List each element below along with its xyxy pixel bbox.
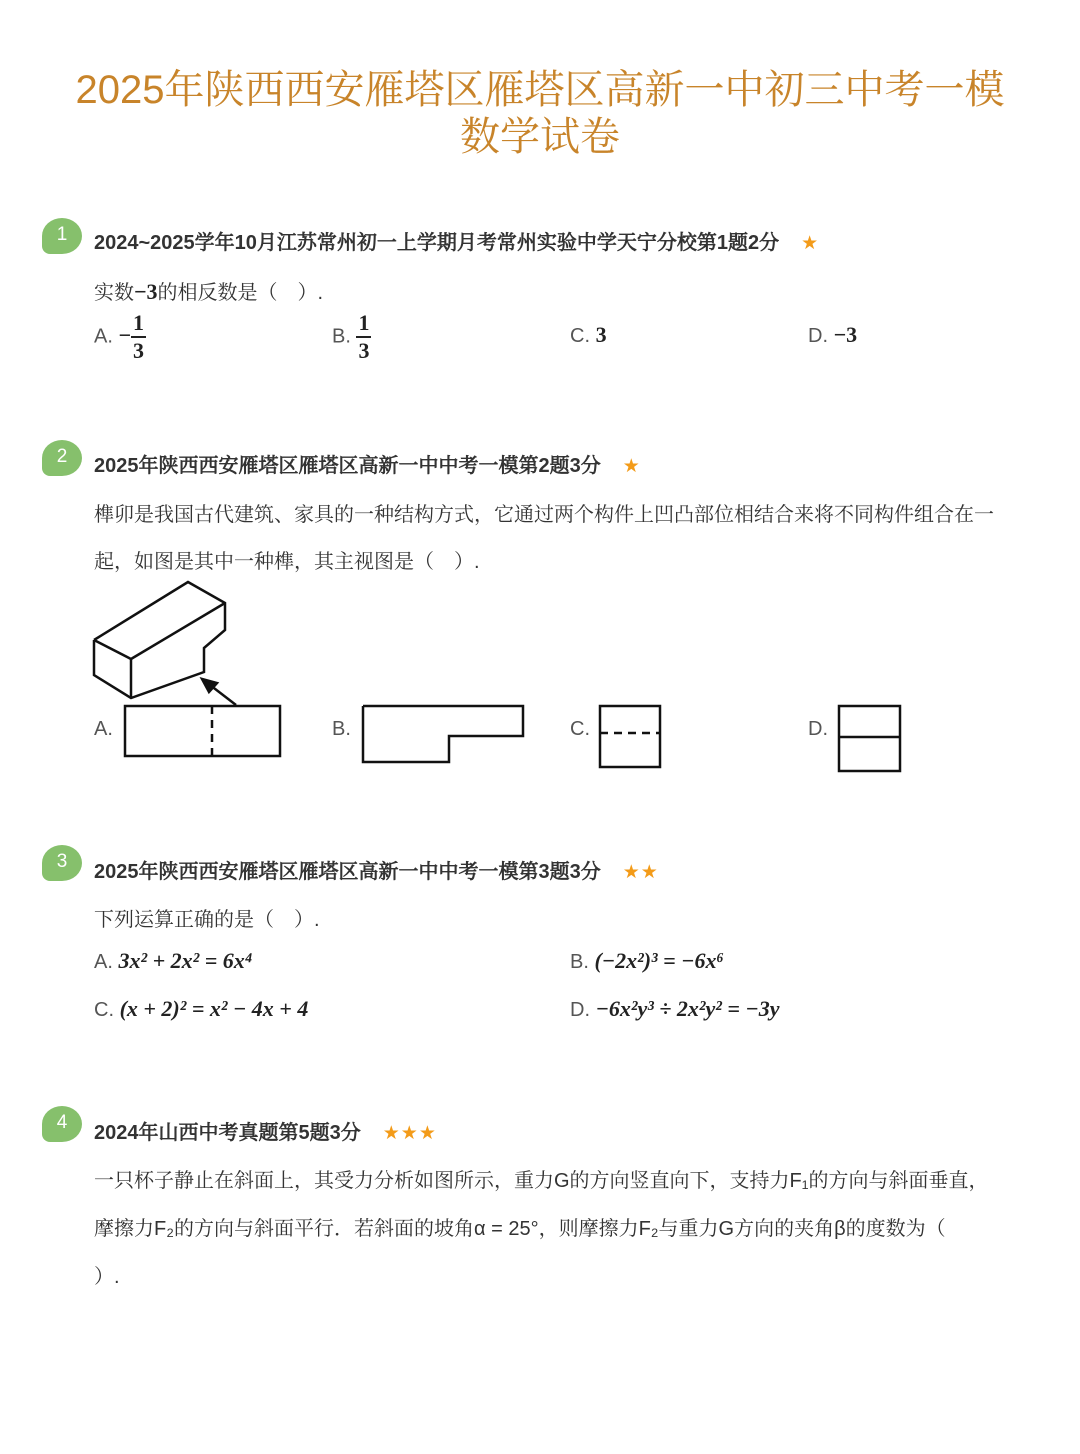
minus-sign: − xyxy=(118,322,132,348)
question-stem-line: 起，如图是其中一种榫，其主视图是（ ）. xyxy=(94,551,480,573)
question-source xyxy=(94,855,659,884)
question-stem-line: ）. xyxy=(94,1266,120,1288)
numerator: 1 xyxy=(356,310,371,338)
option-label: C. xyxy=(94,999,114,1021)
option-b-figure xyxy=(363,706,523,762)
question-stem-line: 榫卯是我国古代建筑、家具的一种结构方式，它通过两个构件上凹凸部位相结合来将不同构件组合在一 xyxy=(94,504,994,526)
page-title: 2025年陕西西安雁塔区雁塔区高新一中初三中考一模 xyxy=(75,68,1005,112)
option-a[interactable] xyxy=(94,948,252,974)
source-text: 2024~2025学年10月江苏常州初一上学期月考常州实验中学天宁分校第1题2分 xyxy=(94,232,780,254)
question-number-badge: 3 xyxy=(42,845,82,881)
option-c-figure xyxy=(600,706,660,767)
view-arrow xyxy=(202,679,236,705)
difficulty-stars: ★★★ xyxy=(382,1123,437,1144)
stem-math: −3 xyxy=(134,279,158,304)
option-d-figure xyxy=(839,706,900,771)
option-value: −3 xyxy=(833,322,858,347)
source-text: 2025年陕西西安雁塔区雁塔区高新一中中考一模第3题3分 xyxy=(94,861,601,883)
source-text: 2024年山西中考真题第5题3分 xyxy=(94,1122,361,1144)
option-value: (x + 2)² = x² − 4x + 4 xyxy=(119,996,309,1021)
denominator: 3 xyxy=(358,338,370,363)
difficulty-stars: ★ xyxy=(801,233,820,254)
option-a-figure xyxy=(125,706,280,756)
option-b[interactable] xyxy=(570,948,724,974)
numerator: 1 xyxy=(131,310,146,338)
option-value: (−2x²)³ = −6x⁶ xyxy=(594,948,725,973)
option-label: C. xyxy=(570,325,590,347)
option-value: −6x²y³ ÷ 2x²y² = −3y xyxy=(595,996,780,1021)
option-label: B. xyxy=(332,325,351,348)
option-value: 3x² + 2x² = 6x⁴ xyxy=(118,948,253,973)
denominator: 3 xyxy=(133,338,145,363)
question-stem: 下列运算正确的是（ ）. xyxy=(94,909,320,931)
difficulty-stars: ★★ xyxy=(622,862,659,883)
option-label: D. xyxy=(808,325,828,347)
question-number-badge: 4 xyxy=(42,1106,82,1142)
question-source xyxy=(94,1116,437,1145)
option-label: B. xyxy=(570,951,589,973)
option-b-label[interactable]: B. xyxy=(332,718,351,740)
source-text: 2025年陕西西安雁塔区雁塔区高新一中中考一模第2题3分 xyxy=(94,455,601,477)
question-stem-line: 一只杯子静止在斜面上，其受力分析如图所示，重力G的方向竖直向下，支持力F₁的方向与斜面垂直， xyxy=(94,1170,989,1192)
option-label: D. xyxy=(570,999,590,1021)
stem-text: 实数 xyxy=(94,282,134,304)
option-d-label[interactable]: D. xyxy=(808,718,828,740)
question-number-badge: 1 xyxy=(42,218,82,254)
question-number-badge: 2 xyxy=(42,440,82,476)
stem-text: 的相反数是（ ）. xyxy=(157,282,324,304)
option-d[interactable] xyxy=(570,996,780,1022)
difficulty-stars: ★ xyxy=(622,456,641,477)
page-title-line2: 数学试卷 xyxy=(460,115,620,159)
option-label: A. xyxy=(94,951,113,973)
option-c-label[interactable]: C. xyxy=(570,718,590,740)
option-c[interactable] xyxy=(94,996,308,1022)
option-label: A. xyxy=(94,325,113,348)
option-value: 3 xyxy=(595,322,607,347)
question-stem-line: 摩擦力F₂的方向与斜面平行．若斜面的坡角α = 25°，则摩擦力F₂与重力G方向的夹角β的度数为（ xyxy=(94,1218,946,1240)
option-a-label[interactable]: A. xyxy=(94,718,113,740)
